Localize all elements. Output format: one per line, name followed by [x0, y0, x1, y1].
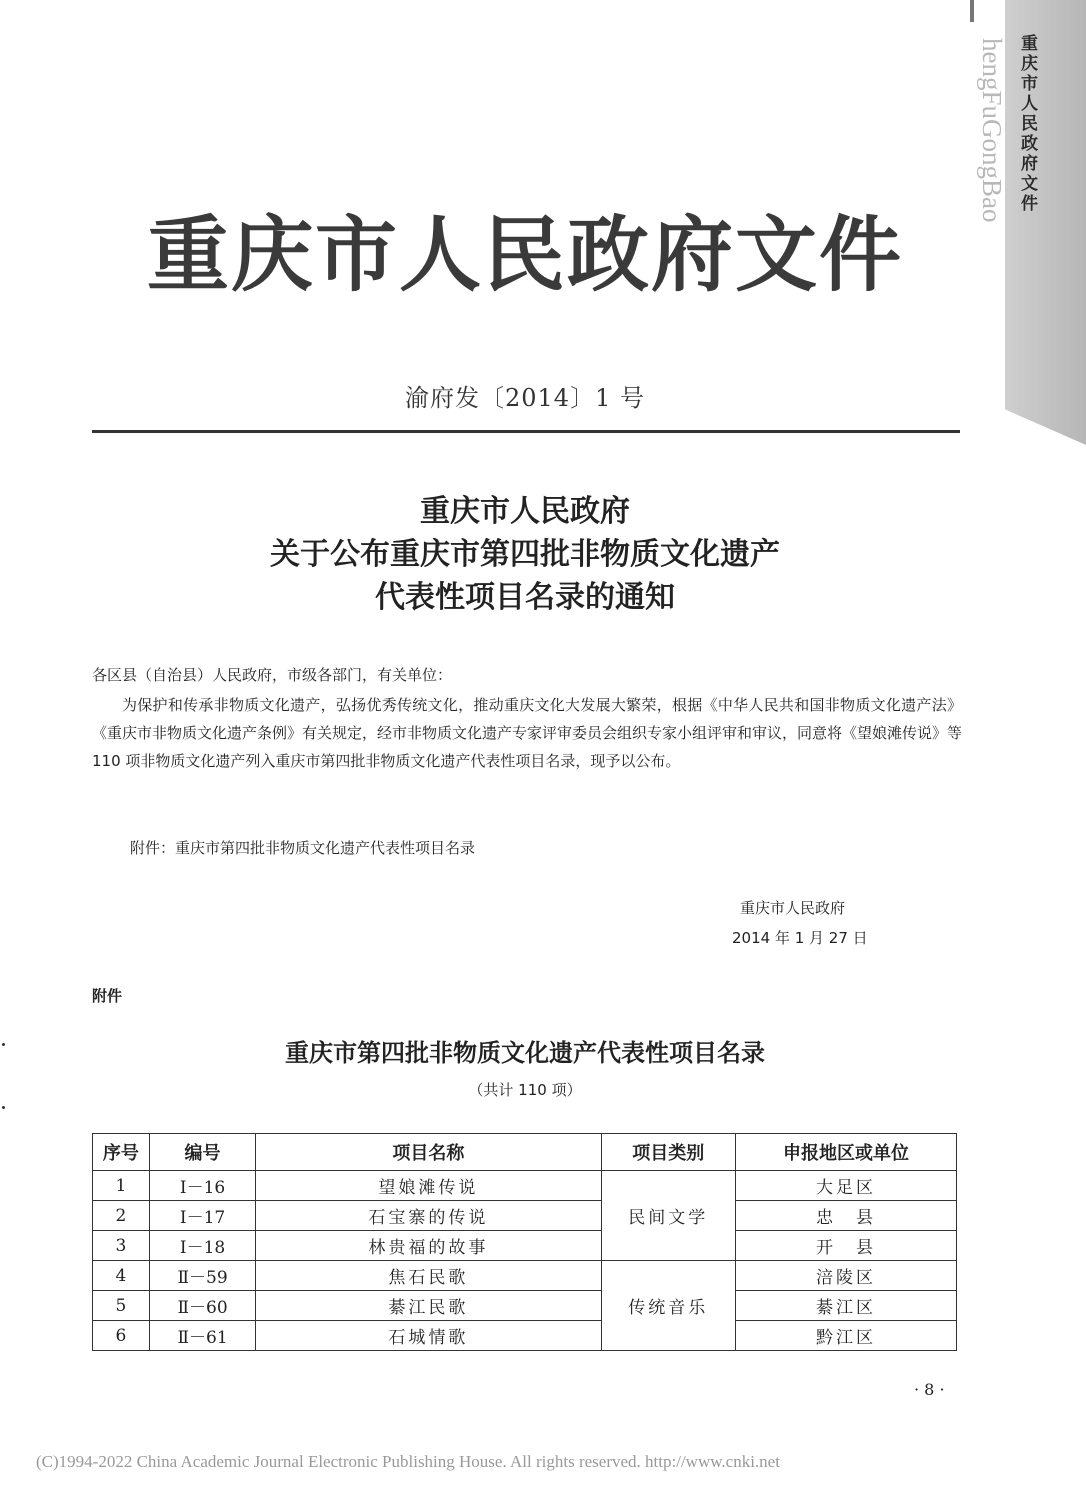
- notice-title: [100, 490, 950, 619]
- cell-code: Ⅰ－18: [149, 1231, 256, 1261]
- notice-title-line: 关于公布重庆市第四批非物质文化遗产: [270, 537, 780, 572]
- issue-date: 2014 年 1 月 27 日: [732, 929, 868, 947]
- side-tab-label: 重庆市人民政府文件: [1017, 34, 1037, 214]
- table-header-row: [93, 1134, 957, 1171]
- crop-mark: [970, 0, 974, 22]
- cell-seq: 6: [93, 1321, 150, 1351]
- column-header-name: 项目名称: [256, 1134, 601, 1171]
- appendix-count: （共计 110 项）: [468, 1081, 582, 1099]
- notice-paragraph: 为保护和传承非物质文化遗产，弘扬优秀传统文化，推动重庆文化大发展大繁荣，根据《中华人民共和国非物质文化遗产法》《重庆市非物质文化遗产条例》有关规定，经市非物质文化遗产专家评审委员会组织专家小组评审和审议，同意将《望娘滩传说》等 110 项非物质文化遗产列入重庆市第四批非物质文化遗产代表性项目名录，现予以公布。: [92, 696, 963, 770]
- cell-code: Ⅰ－16: [149, 1171, 256, 1201]
- document-number: 渝府发〔2014〕1 号: [405, 384, 645, 412]
- scan-speck: [2, 1106, 5, 1109]
- cell-name: 焦石民歌: [256, 1261, 601, 1291]
- copyright-notice: (C)1994-2022 China Academic Journal Electronic Publishing House. All rights reserved. http://www.cnki.net: [36, 1452, 780, 1471]
- attachment-reference: 附件：重庆市第四批非物质文化遗产代表性项目名录: [130, 839, 476, 857]
- column-header-code: 编号: [149, 1134, 256, 1171]
- cell-seq: 3: [93, 1231, 150, 1261]
- scan-speck: [2, 1043, 5, 1046]
- cell-code: Ⅰ－17: [149, 1201, 256, 1231]
- cell-seq: 5: [93, 1291, 150, 1321]
- page-number: · 8 ·: [914, 1380, 945, 1399]
- cell-name: 綦江民歌: [256, 1291, 601, 1321]
- cell-area: 大足区: [735, 1171, 956, 1201]
- appendix-label: 附件: [92, 987, 123, 1005]
- cell-code: Ⅱ－60: [149, 1291, 256, 1321]
- cell-area: 綦江区: [735, 1291, 956, 1321]
- cell-name: 石城情歌: [256, 1321, 601, 1351]
- column-header-seq: 序号: [93, 1134, 150, 1171]
- table-row: [93, 1291, 957, 1321]
- heritage-table: [92, 1133, 957, 1351]
- table-row: [93, 1201, 957, 1231]
- salutation: 各区县（自治县）人民政府，市级各部门，有关单位：: [92, 666, 453, 684]
- cell-category: 传统音乐: [601, 1261, 735, 1351]
- notice-title-line: 代表性项目名录的通知: [375, 580, 675, 615]
- cell-area: 开 县: [735, 1231, 956, 1261]
- cell-name: 望娘滩传说: [256, 1171, 601, 1201]
- signatory: 重庆市人民政府: [740, 899, 846, 917]
- document-header-title: 重庆市人民政府文件: [146, 207, 903, 303]
- cell-area: 黔江区: [735, 1321, 956, 1351]
- cell-seq: 4: [93, 1261, 150, 1291]
- cell-name: 石宝寨的传说: [256, 1201, 601, 1231]
- table-row: [93, 1231, 957, 1261]
- notice-title-line: 重庆市人民政府: [420, 494, 630, 529]
- side-tab-romanization: hengFuGongBao: [977, 38, 1007, 223]
- table-row: [93, 1171, 957, 1201]
- column-header-area: 申报地区或单位: [735, 1134, 956, 1171]
- cell-area: 涪陵区: [735, 1261, 956, 1291]
- table-row: [93, 1321, 957, 1351]
- cell-category: 民间文学: [601, 1171, 735, 1261]
- header-rule: [92, 430, 960, 433]
- cell-code: Ⅱ－59: [149, 1261, 256, 1291]
- cell-seq: 1: [93, 1171, 150, 1201]
- cell-area: 忠 县: [735, 1201, 956, 1231]
- cell-name: 林贵福的故事: [256, 1231, 601, 1261]
- cell-seq: 2: [93, 1201, 150, 1231]
- table-row: [93, 1261, 957, 1291]
- cell-code: Ⅱ－61: [149, 1321, 256, 1351]
- column-header-category: 项目类别: [601, 1134, 735, 1171]
- appendix-title: 重庆市第四批非物质文化遗产代表性项目名录: [285, 1039, 765, 1067]
